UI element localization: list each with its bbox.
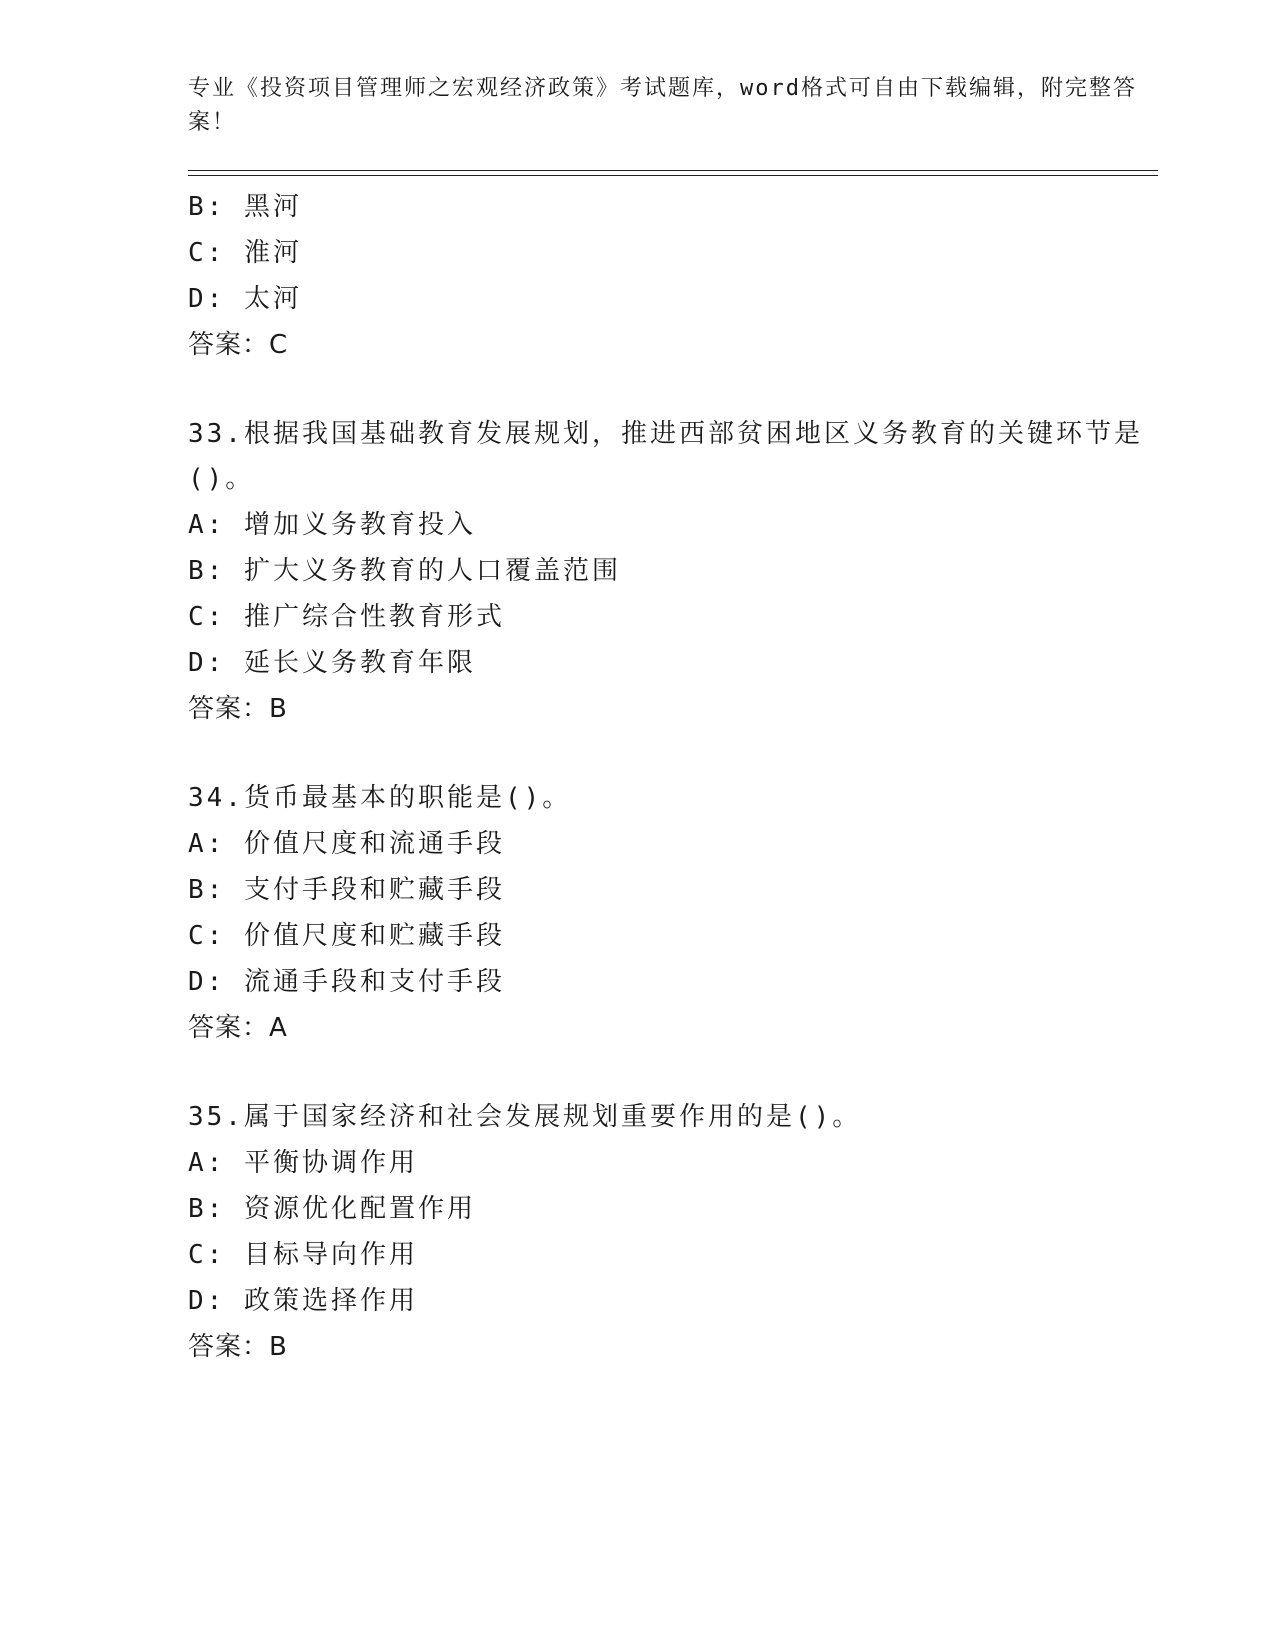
answer-line: 答案：C [188, 330, 289, 360]
option-b: B: 扩大义务教育的人口覆盖范围 [188, 556, 621, 586]
option-d: D: 延长义务教育年限 [188, 648, 476, 678]
answer-line: 答案：B [188, 694, 288, 724]
question-stem: 33.根据我国基础教育发展规划，推进西部贫困地区义务教育的关键环节是()。 [188, 419, 1143, 494]
option-d: D: 太河 [188, 284, 302, 314]
option-c: C: 推广综合性教育形式 [188, 602, 505, 632]
question-stem: 35.属于国家经济和社会发展规划重要作用的是()。 [188, 1102, 862, 1132]
document-header: 专业《投资项目管理师之宏观经济政策》考试题库，word格式可自由下载编辑，附完整答案！ [188, 76, 1137, 135]
question-stem: 34.货币最基本的职能是()。 [188, 783, 572, 813]
option-c: C: 目标导向作用 [188, 1240, 418, 1270]
option-a: A: 价值尺度和流通手段 [188, 829, 505, 859]
header-divider [188, 170, 1158, 176]
option-a: A: 增加义务教育投入 [188, 510, 476, 540]
option-c: C: 价值尺度和贮藏手段 [188, 921, 505, 951]
option-b: B: 资源优化配置作用 [188, 1194, 476, 1224]
question-33 [188, 412, 1158, 732]
document-page [188, 72, 1158, 1370]
option-b: B: 黑河 [188, 192, 302, 222]
option-c: C: 淮河 [188, 238, 302, 268]
question-35 [188, 1095, 1158, 1370]
question-32-fragment [188, 184, 1158, 368]
option-b: B: 支付手段和贮藏手段 [188, 875, 505, 905]
answer-line: 答案：B [188, 1332, 288, 1362]
option-a: A: 平衡协调作用 [188, 1148, 418, 1178]
option-d: D: 政策选择作用 [188, 1286, 418, 1316]
option-d: D: 流通手段和支付手段 [188, 967, 505, 997]
answer-line: 答案：A [188, 1013, 288, 1043]
question-34 [188, 776, 1158, 1051]
